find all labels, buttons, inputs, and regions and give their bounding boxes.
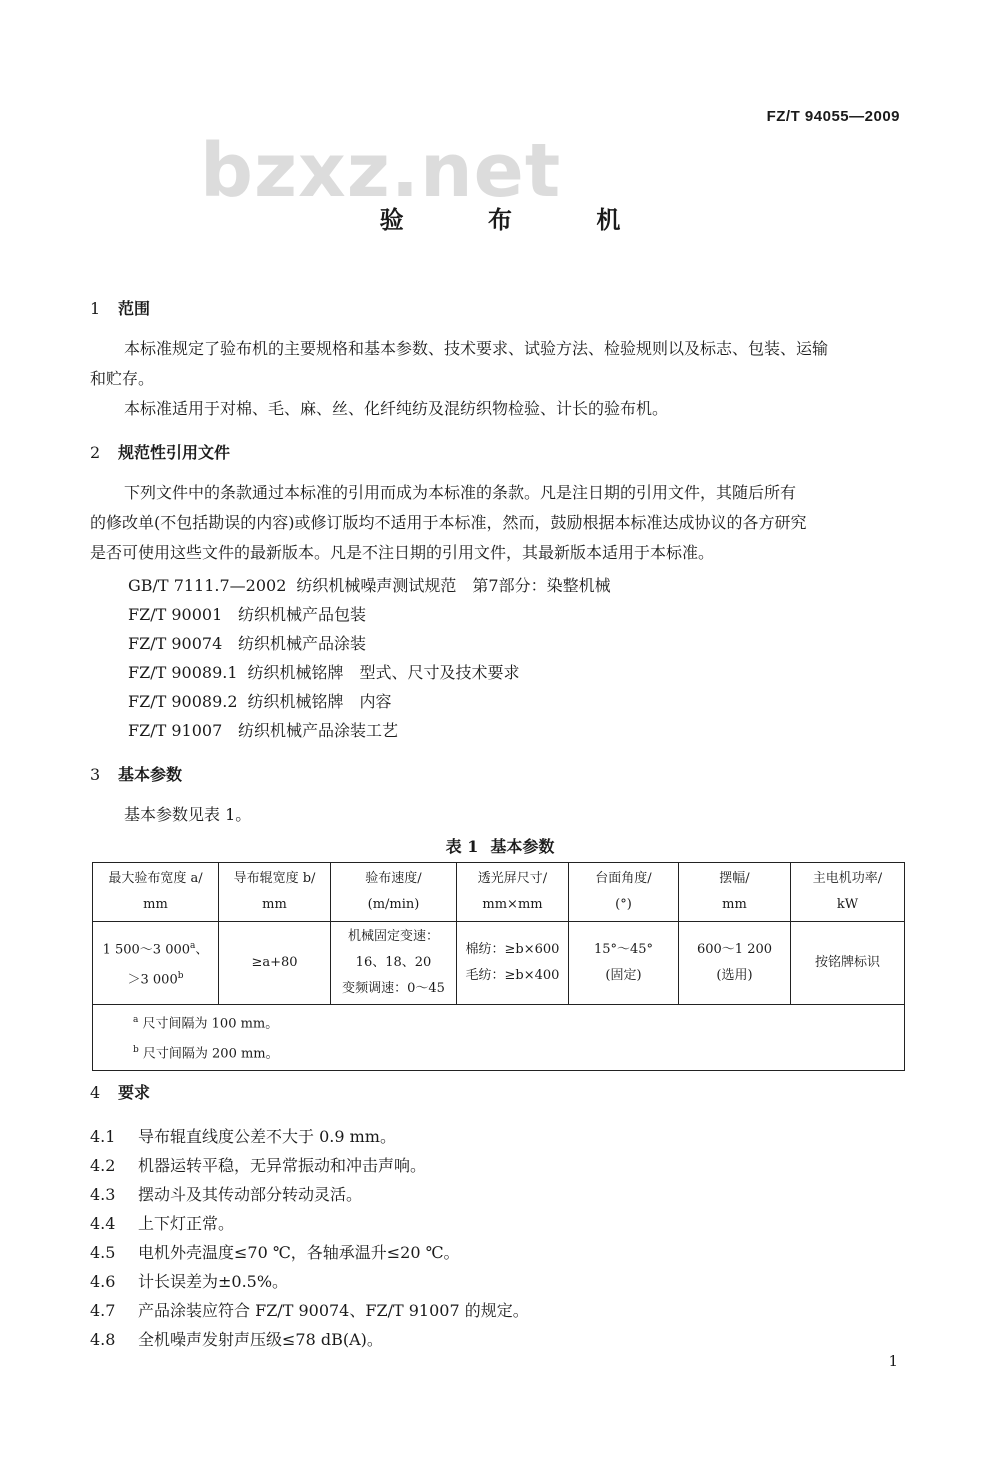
cell-swing: 600～1 200 (选用) [679, 922, 791, 1005]
text-line: 下列文件中的条款通过本标准的引用而成为本标准的条款。凡是注日期的引用文件，其随后所有 [124, 483, 797, 502]
section-1-paragraph-2 [90, 394, 900, 424]
section-2-paragraph-cont [90, 508, 900, 568]
section-1-heading [90, 296, 150, 319]
text-line: 的修改单(不包括勘误的内容)或修订版均不适用于本标准，然而，鼓励根据本标准达成协议的各方研究 [90, 513, 807, 532]
requirement-item: 4.2 机器运转平稳，无异常振动和冲击声响。 [90, 1156, 427, 1175]
table-caption [0, 834, 1000, 857]
reference-item [128, 689, 392, 712]
reference-item [128, 602, 366, 625]
header-cell: 摆幅/ mm [679, 863, 791, 922]
basic-parameters-table [92, 862, 905, 1071]
reference-title: 纺织机械产品涂装工艺 [238, 721, 399, 740]
section-title: 规范性引用文件 [118, 443, 231, 462]
requirement-item: 4.5 电机外壳温度≤70 ℃，各轴承温升≤20 ℃。 [90, 1243, 460, 1262]
reference-title: 纺织机械噪声测试规范 第7部分：染整机械 [296, 576, 611, 595]
reference-item [128, 573, 611, 596]
reference-item [128, 631, 366, 654]
requirement-item: 4.3 摆动斗及其传动部分转动灵活。 [90, 1185, 363, 1204]
section-1-paragraph-1-cont [90, 364, 900, 394]
header-cell: 主电机功率/ kW [791, 863, 905, 922]
header-cell: 透光屏尺寸/ mm×mm [457, 863, 569, 922]
reference-title: 纺织机械铭牌 型式、尺寸及技术要求 [247, 663, 520, 682]
reference-code: GB/T 7111.7—2002 [128, 576, 287, 595]
cell-max-width: 1 500～3 000$^a$、 ＞3 000$^b$ [93, 922, 219, 1005]
header-cell: 验布速度/ (m/min) [331, 863, 457, 922]
document-title: 验 布 机 [379, 205, 659, 234]
header-cell: 导布辊宽度 b/ mm [219, 863, 331, 922]
section-title: 要求 [118, 1083, 151, 1102]
text-line: 是否可使用这些文件的最新版本。凡是不注日期的引用文件，其最新版本适用于本标准。 [90, 543, 715, 562]
section-number: 2 [90, 443, 101, 462]
reference-title: 纺织机械产品包装 [238, 605, 367, 624]
table-notes [93, 1005, 905, 1071]
section-4-heading [90, 1080, 150, 1103]
reference-code: FZ/T 90001 [128, 605, 223, 624]
table-notes-row [93, 1005, 905, 1071]
table-header-row [93, 863, 905, 922]
requirement-item: 4.1 导布辊直线度公差不大于 0.9 mm。 [90, 1127, 396, 1146]
text-line: 本标准适用于对棉、毛、麻、丝、化纤纯纺及混纺织物检验、计长的验布机。 [124, 399, 669, 418]
section-2-heading [90, 440, 230, 463]
page-number: 1 [888, 1352, 898, 1370]
table-caption-label: 表 1 [445, 837, 479, 856]
reference-code: FZ/T 90089.1 [128, 663, 238, 682]
requirement-item: 4.7 产品涂装应符合 FZ/T 90074、FZ/T 91007 的规定。 [90, 1301, 529, 1320]
section-3-heading [90, 762, 182, 785]
table-row [93, 922, 905, 1005]
cell-motor-power: 按铭牌标识 [791, 922, 905, 1005]
reference-code: FZ/T 90074 [128, 634, 223, 653]
section-1-paragraph-1 [90, 334, 900, 364]
requirement-item: 4.4 上下灯正常。 [90, 1214, 235, 1233]
table-caption-title: 基本参数 [490, 837, 555, 856]
cell-angle: 15°～45° (固定) [569, 922, 679, 1005]
section-3-paragraph [90, 800, 900, 830]
text-line: 本标准规定了验布机的主要规格和基本参数、技术要求、试验方法、检验规则以及标志、包装、运输 [124, 339, 829, 358]
text-line: 基本参数见表 1。 [124, 805, 252, 824]
section-number: 3 [90, 765, 101, 784]
reference-code: FZ/T 91007 [128, 721, 223, 740]
section-2-paragraph [90, 478, 900, 508]
reference-title: 纺织机械产品涂装 [238, 634, 367, 653]
reference-item [128, 718, 398, 741]
reference-item [128, 660, 520, 683]
text-line: 和贮存。 [90, 369, 155, 388]
cell-roller-width: ≥a+80 [219, 922, 331, 1005]
table-note: $^a$ 尺寸间隔为 100 mm。 [133, 1015, 279, 1032]
section-title: 基本参数 [118, 765, 183, 784]
cell-speed: 机械固定变速： 16、18、20 变频调速：0～45 [331, 922, 457, 1005]
section-number: 4 [90, 1083, 101, 1102]
reference-code: FZ/T 90089.2 [128, 692, 238, 711]
header-cell: 台面角度/ (°) [569, 863, 679, 922]
requirement-item: 4.6 计长误差为±0.5%。 [90, 1272, 289, 1291]
requirement-item: 4.8 全机噪声发射声压级≤78 dB(A)。 [90, 1330, 383, 1349]
cell-screen-size: 棉纺：≥b×600 毛纺：≥b×400 [457, 922, 569, 1005]
standard-code: FZ/T 94055—2009 [766, 108, 900, 125]
reference-title: 纺织机械铭牌 内容 [247, 692, 392, 711]
table-note: $^b$ 尺寸间隔为 200 mm。 [133, 1045, 279, 1062]
section-number: 1 [90, 299, 101, 318]
watermark: bzxz.net [200, 128, 562, 214]
section-title: 范围 [118, 299, 151, 318]
header-cell: 最大验布宽度 a/ mm [93, 863, 219, 922]
